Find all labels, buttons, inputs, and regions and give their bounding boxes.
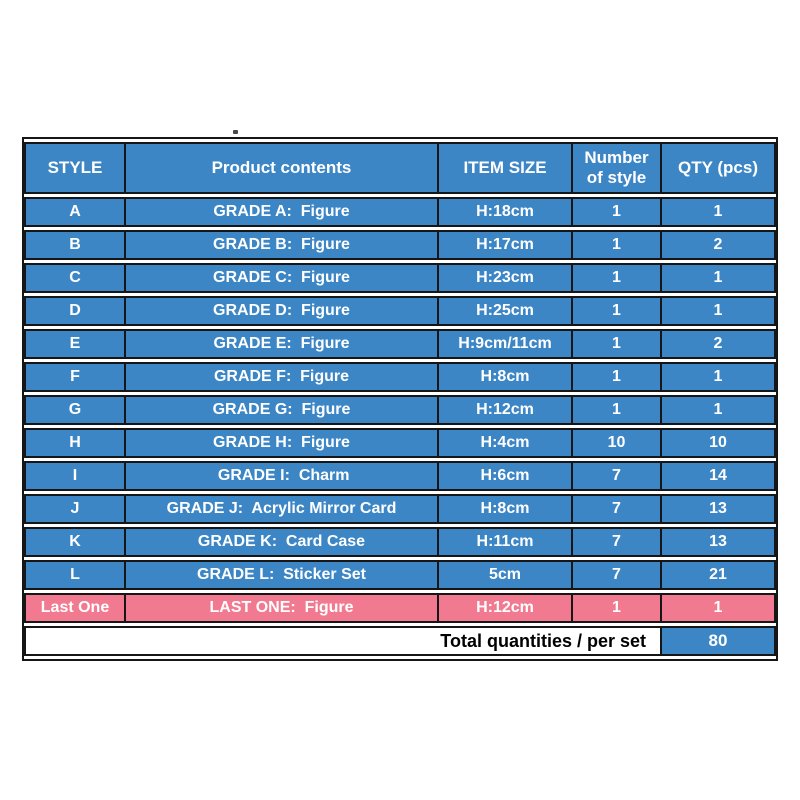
style-cell: K xyxy=(24,527,124,557)
table-row xyxy=(24,593,776,623)
qty-cell: 13 xyxy=(660,527,776,557)
size-cell: H:12cm xyxy=(437,593,571,623)
size-cell: H:23cm xyxy=(437,263,571,293)
number-of-style-cell: 1 xyxy=(571,593,660,623)
table-footer xyxy=(24,626,776,656)
table-row xyxy=(24,263,776,293)
header-product-contents: Product contents xyxy=(124,142,437,194)
qty-cell: 1 xyxy=(660,263,776,293)
number-of-style-cell: 7 xyxy=(571,494,660,524)
table-row xyxy=(24,230,776,260)
table-row xyxy=(24,197,776,227)
number-of-style-cell: 7 xyxy=(571,527,660,557)
product-spec-table-frame xyxy=(22,137,778,661)
style-cell: E xyxy=(24,329,124,359)
style-cell: L xyxy=(24,560,124,590)
header-row xyxy=(24,142,776,194)
table-row xyxy=(24,494,776,524)
style-cell: D xyxy=(24,296,124,326)
table-row xyxy=(24,560,776,590)
size-cell: H:4cm xyxy=(437,428,571,458)
number-of-style-cell: 1 xyxy=(571,263,660,293)
contents-cell: GRADE D: Figure xyxy=(124,296,437,326)
size-cell: H:9cm/11cm xyxy=(437,329,571,359)
number-of-style-cell: 7 xyxy=(571,560,660,590)
contents-cell: GRADE K: Card Case xyxy=(124,527,437,557)
qty-cell: 1 xyxy=(660,296,776,326)
number-of-style-cell: 7 xyxy=(571,461,660,491)
contents-cell: GRADE I: Charm xyxy=(124,461,437,491)
product-spec-table xyxy=(24,139,776,659)
table-row xyxy=(24,461,776,491)
number-of-style-cell: 1 xyxy=(571,230,660,260)
table-header xyxy=(24,142,776,194)
style-cell: J xyxy=(24,494,124,524)
contents-cell: GRADE B: Figure xyxy=(124,230,437,260)
header-qty: QTY (pcs) xyxy=(660,142,776,194)
number-of-style-cell: 1 xyxy=(571,197,660,227)
style-cell: I xyxy=(24,461,124,491)
size-cell: 5cm xyxy=(437,560,571,590)
style-cell: B xyxy=(24,230,124,260)
size-cell: H:25cm xyxy=(437,296,571,326)
qty-cell: 1 xyxy=(660,362,776,392)
table-row xyxy=(24,296,776,326)
qty-cell: 1 xyxy=(660,593,776,623)
size-cell: H:6cm xyxy=(437,461,571,491)
number-of-style-cell: 1 xyxy=(571,362,660,392)
total-row xyxy=(24,626,776,656)
table-row xyxy=(24,362,776,392)
contents-cell: GRADE H: Figure xyxy=(124,428,437,458)
header-number-of-style: Number of style xyxy=(571,142,660,194)
table-row xyxy=(24,527,776,557)
size-cell: H:11cm xyxy=(437,527,571,557)
header-item-size: ITEM SIZE xyxy=(437,142,571,194)
total-value: 80 xyxy=(660,626,776,656)
contents-cell: GRADE C: Figure xyxy=(124,263,437,293)
stray-mark xyxy=(233,130,238,134)
table-row xyxy=(24,329,776,359)
table-body xyxy=(24,197,776,623)
size-cell: H:18cm xyxy=(437,197,571,227)
table-row xyxy=(24,395,776,425)
total-label: Total quantities / per set xyxy=(24,626,660,656)
qty-cell: 13 xyxy=(660,494,776,524)
number-of-style-cell: 1 xyxy=(571,395,660,425)
style-cell: A xyxy=(24,197,124,227)
size-cell: H:12cm xyxy=(437,395,571,425)
qty-cell: 2 xyxy=(660,329,776,359)
style-cell: H xyxy=(24,428,124,458)
qty-cell: 1 xyxy=(660,197,776,227)
number-of-style-cell: 1 xyxy=(571,329,660,359)
style-cell: G xyxy=(24,395,124,425)
qty-cell: 14 xyxy=(660,461,776,491)
size-cell: H:17cm xyxy=(437,230,571,260)
contents-cell: GRADE A: Figure xyxy=(124,197,437,227)
number-of-style-cell: 10 xyxy=(571,428,660,458)
qty-cell: 1 xyxy=(660,395,776,425)
qty-cell: 10 xyxy=(660,428,776,458)
style-cell: C xyxy=(24,263,124,293)
size-cell: H:8cm xyxy=(437,362,571,392)
table-row xyxy=(24,428,776,458)
contents-cell: GRADE L: Sticker Set xyxy=(124,560,437,590)
style-cell: F xyxy=(24,362,124,392)
contents-cell: GRADE G: Figure xyxy=(124,395,437,425)
header-style: STYLE xyxy=(24,142,124,194)
contents-cell: GRADE J: Acrylic Mirror Card xyxy=(124,494,437,524)
qty-cell: 2 xyxy=(660,230,776,260)
number-of-style-cell: 1 xyxy=(571,296,660,326)
contents-cell: LAST ONE: Figure xyxy=(124,593,437,623)
style-cell: Last One xyxy=(24,593,124,623)
qty-cell: 21 xyxy=(660,560,776,590)
contents-cell: GRADE E: Figure xyxy=(124,329,437,359)
size-cell: H:8cm xyxy=(437,494,571,524)
contents-cell: GRADE F: Figure xyxy=(124,362,437,392)
